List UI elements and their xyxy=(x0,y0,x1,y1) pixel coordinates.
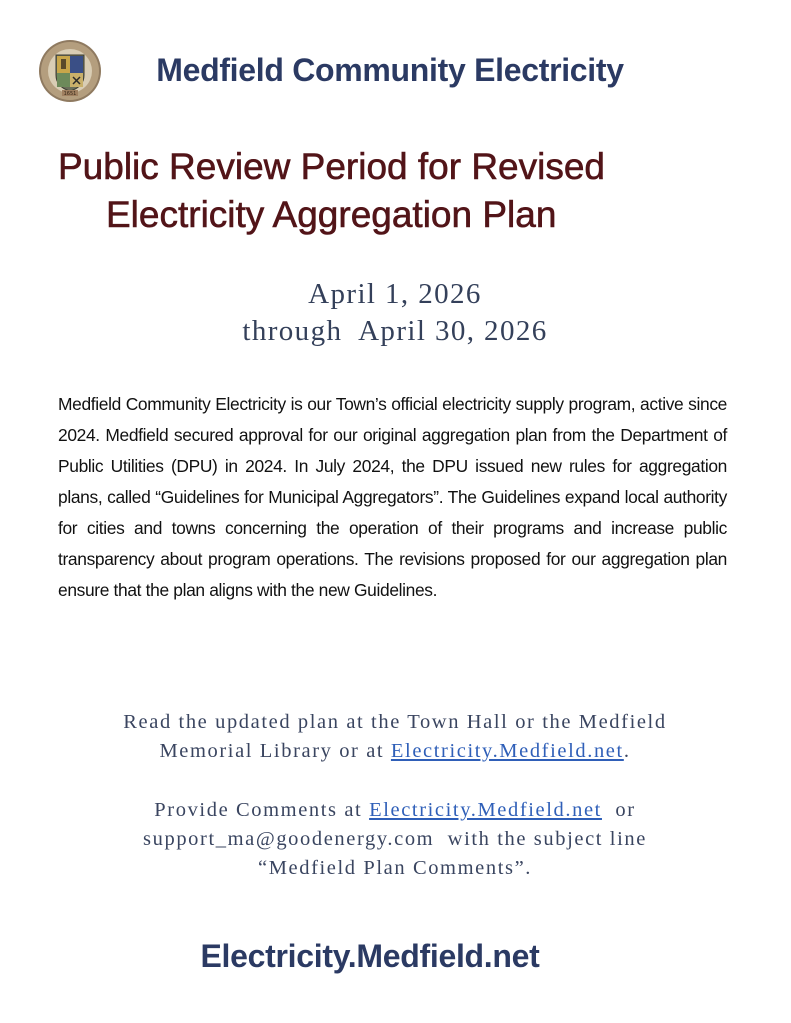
comments-prefix: Provide Comments at xyxy=(154,799,370,821)
review-dates xyxy=(150,276,640,350)
read-notice-line-1: Read the updated plan at the Town Hall or the Medfield xyxy=(123,711,667,733)
subject-line: “Medfield Plan Comments”. xyxy=(258,857,532,879)
website-link[interactable]: Electricity.Medfield.net xyxy=(390,740,624,762)
read-notice-period: . xyxy=(623,740,631,762)
body-paragraph: Medfield Community Electricity is our Town’s official electricity supply program, active since 2024. Medfield secured approval for our original aggregation plan from the Department of Public Utilities (DPU) in 2024. In July 2024, the DPU issued new rules for aggregation plans, called “Guidelines for Municipal Aggregators”. The Guidelines expand local authority for cities and towns concerning the operation of their programs and increase public transparency about program operations. The revisions proposed for our aggregation plan ensure that the plan aligns with the new Guidelines. xyxy=(58,394,727,600)
comments-website-link[interactable]: Electricity.Medfield.net xyxy=(369,799,602,821)
headline-line-1: Public Review Period for Revised xyxy=(58,146,606,187)
comments-notice xyxy=(60,796,730,883)
comments-or: or xyxy=(601,799,636,821)
read-notice-line-2-prefix: Memorial Library or at xyxy=(159,740,391,762)
support-email: support_ma@goodenergy.com xyxy=(143,828,435,850)
read-notice xyxy=(60,708,730,766)
start-date: April 1, 2026 xyxy=(308,278,482,310)
org-title: Medfield Community Electricity xyxy=(156,52,624,88)
headline xyxy=(40,143,680,239)
end-date: through April 30, 2026 xyxy=(242,315,548,347)
svg-text:1651: 1651 xyxy=(63,91,77,97)
headline-line-2: Electricity Aggregation Plan xyxy=(106,194,557,235)
town-seal-icon xyxy=(38,39,102,103)
footer-url: Electricity.Medfield.net xyxy=(200,938,540,974)
subject-text: with the subject line xyxy=(434,828,647,850)
